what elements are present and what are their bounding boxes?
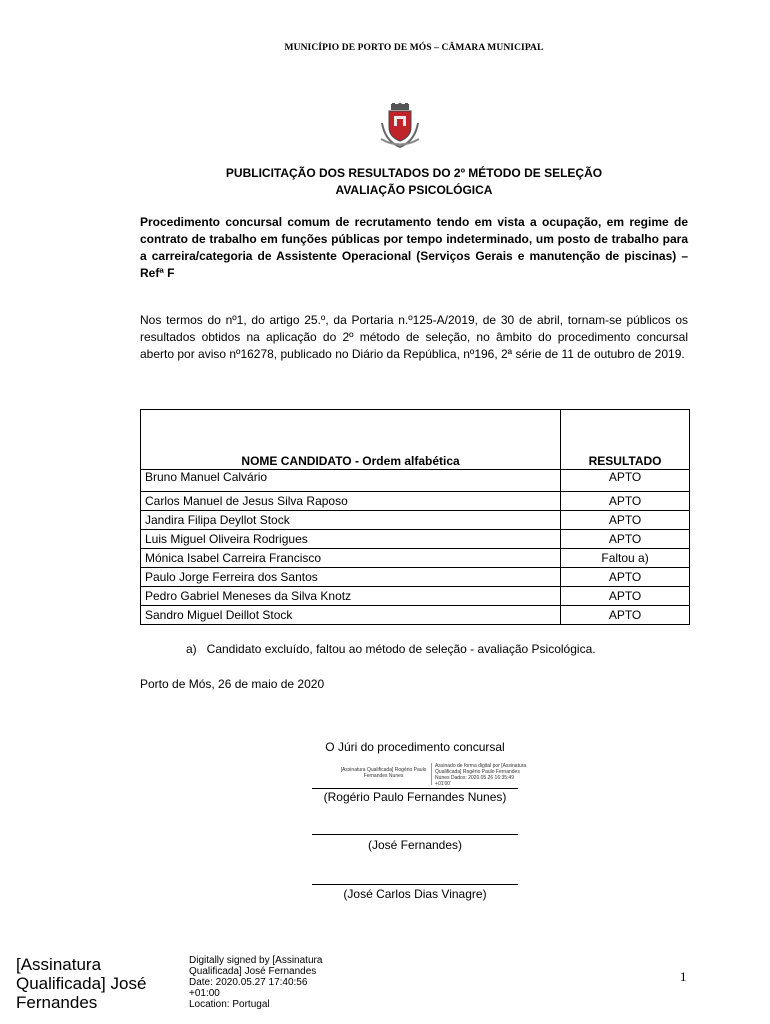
place-date: Porto de Mós, 26 de maio de 2020 (140, 677, 325, 691)
column-header-name: NOME CANDIDATO - Ordem alfabética (141, 410, 561, 470)
table-row (141, 470, 690, 492)
signature-detail-line: Location: Portugal (189, 999, 270, 1010)
signature-detail-line: Date: 2020.05.27 17:40:56 (189, 977, 308, 988)
document-header: MUNICÍPIO DE PORTO DE MÓS – CÂMARA MUNICIPAL (284, 43, 544, 53)
table-header-row (141, 410, 690, 470)
signature-detail-line: Digitally signed by [Assinatura (189, 955, 323, 966)
signature-line (312, 884, 518, 885)
footnote-mark: a) (186, 642, 197, 656)
candidate-result: APTO (561, 492, 690, 511)
title-line-1: PUBLICITAÇÃO DOS RESULTADOS DO 2º MÉTODO DE SELEÇÃO (225, 166, 603, 180)
jury-title: O Júri do procedimento concursal (325, 740, 505, 754)
results-table (140, 409, 690, 625)
digital-signature-details (189, 955, 322, 1010)
table-row (141, 511, 690, 530)
signature-block-1 (340, 763, 530, 785)
candidate-name: Bruno Manuel Calvário (141, 470, 561, 492)
candidate-result: APTO (561, 587, 690, 606)
table-row (141, 568, 690, 587)
candidate-result: APTO (561, 606, 690, 625)
table-row (141, 530, 690, 549)
signature-detail-line: +01:00 (189, 988, 220, 999)
candidate-result: APTO (561, 568, 690, 587)
signature-1-name: [Assinatura Qualificada] Rogério Paulo Fernandes Nunes (340, 767, 427, 779)
candidate-name: Mónica Isabel Carreira Francisco (141, 549, 561, 568)
candidate-name: Jandira Filipa Deyllot Stock (141, 511, 561, 530)
jury-member-name: (José Fernandes) (367, 838, 463, 852)
signature-line (312, 834, 518, 835)
candidate-result: APTO (561, 470, 690, 492)
candidate-result: APTO (561, 530, 690, 549)
column-header-result: RESULTADO (561, 410, 690, 470)
legal-paragraph: Nos termos do nº1, do artigo 25.º, da Portaria n.º125-A/2019, de 30 de abril, tornam-se públicos os resultados obtidos na aplicação do 2º método de seleção, no âmbito do procedimento concursal aberto por aviso nº16278, publicado no Diário da República, nº196, 2ª série de 11 de outubro de 2019. (140, 313, 688, 361)
candidate-name: Luis Miguel Oliveira Rodrigues (141, 530, 561, 549)
candidate-name: Pedro Gabriel Meneses da Silva Knotz (141, 587, 561, 606)
jury-member-name: (José Carlos Dias Vinagre) (343, 887, 487, 901)
signature-1-details: Assinado de forma digital por [Assinatura Qualificada] Rogério Paulo Fernandes Nunes Dados: 2020.05.26 16:35:49 +01'00' (431, 763, 530, 785)
digital-signature-name: [Assinatura Qualificada] José Fernandes (16, 955, 147, 1012)
table-row (141, 492, 690, 511)
table-row (141, 606, 690, 625)
title-line-2: AVALIAÇÃO PSICOLÓGICA (335, 183, 493, 197)
candidate-name: Sandro Miguel Deillot Stock (141, 606, 561, 625)
page-number: 1 (680, 969, 687, 984)
candidate-result: Faltou a) (561, 549, 690, 568)
jury-member-name: (Rogério Paulo Fernandes Nunes) (323, 790, 507, 804)
signature-detail-line: Qualificada] José Fernandes (189, 966, 317, 977)
footnote-text: Candidato excluído, faltou ao método de seleção - avaliação Psicológica. (206, 642, 596, 656)
table-row (141, 587, 690, 606)
candidate-name: Carlos Manuel de Jesus Silva Raposo (141, 492, 561, 511)
candidate-result: APTO (561, 511, 690, 530)
table-row (141, 549, 690, 568)
candidate-name: Paulo Jorge Ferreira dos Santos (141, 568, 561, 587)
signature-line (312, 788, 518, 789)
footnote (186, 642, 596, 656)
procedure-description: Procedimento concursal comum de recrutamento tendo em vista a ocupação, em regime de contrato de trabalho em funções públicas por tempo indeterminado, um posto de trabalho para a carreira/categoria de Assistente Operacional (Serviços Gerais e manutenção de piscinas) – Refª F (140, 215, 688, 280)
municipal-crest-logo (379, 103, 421, 149)
